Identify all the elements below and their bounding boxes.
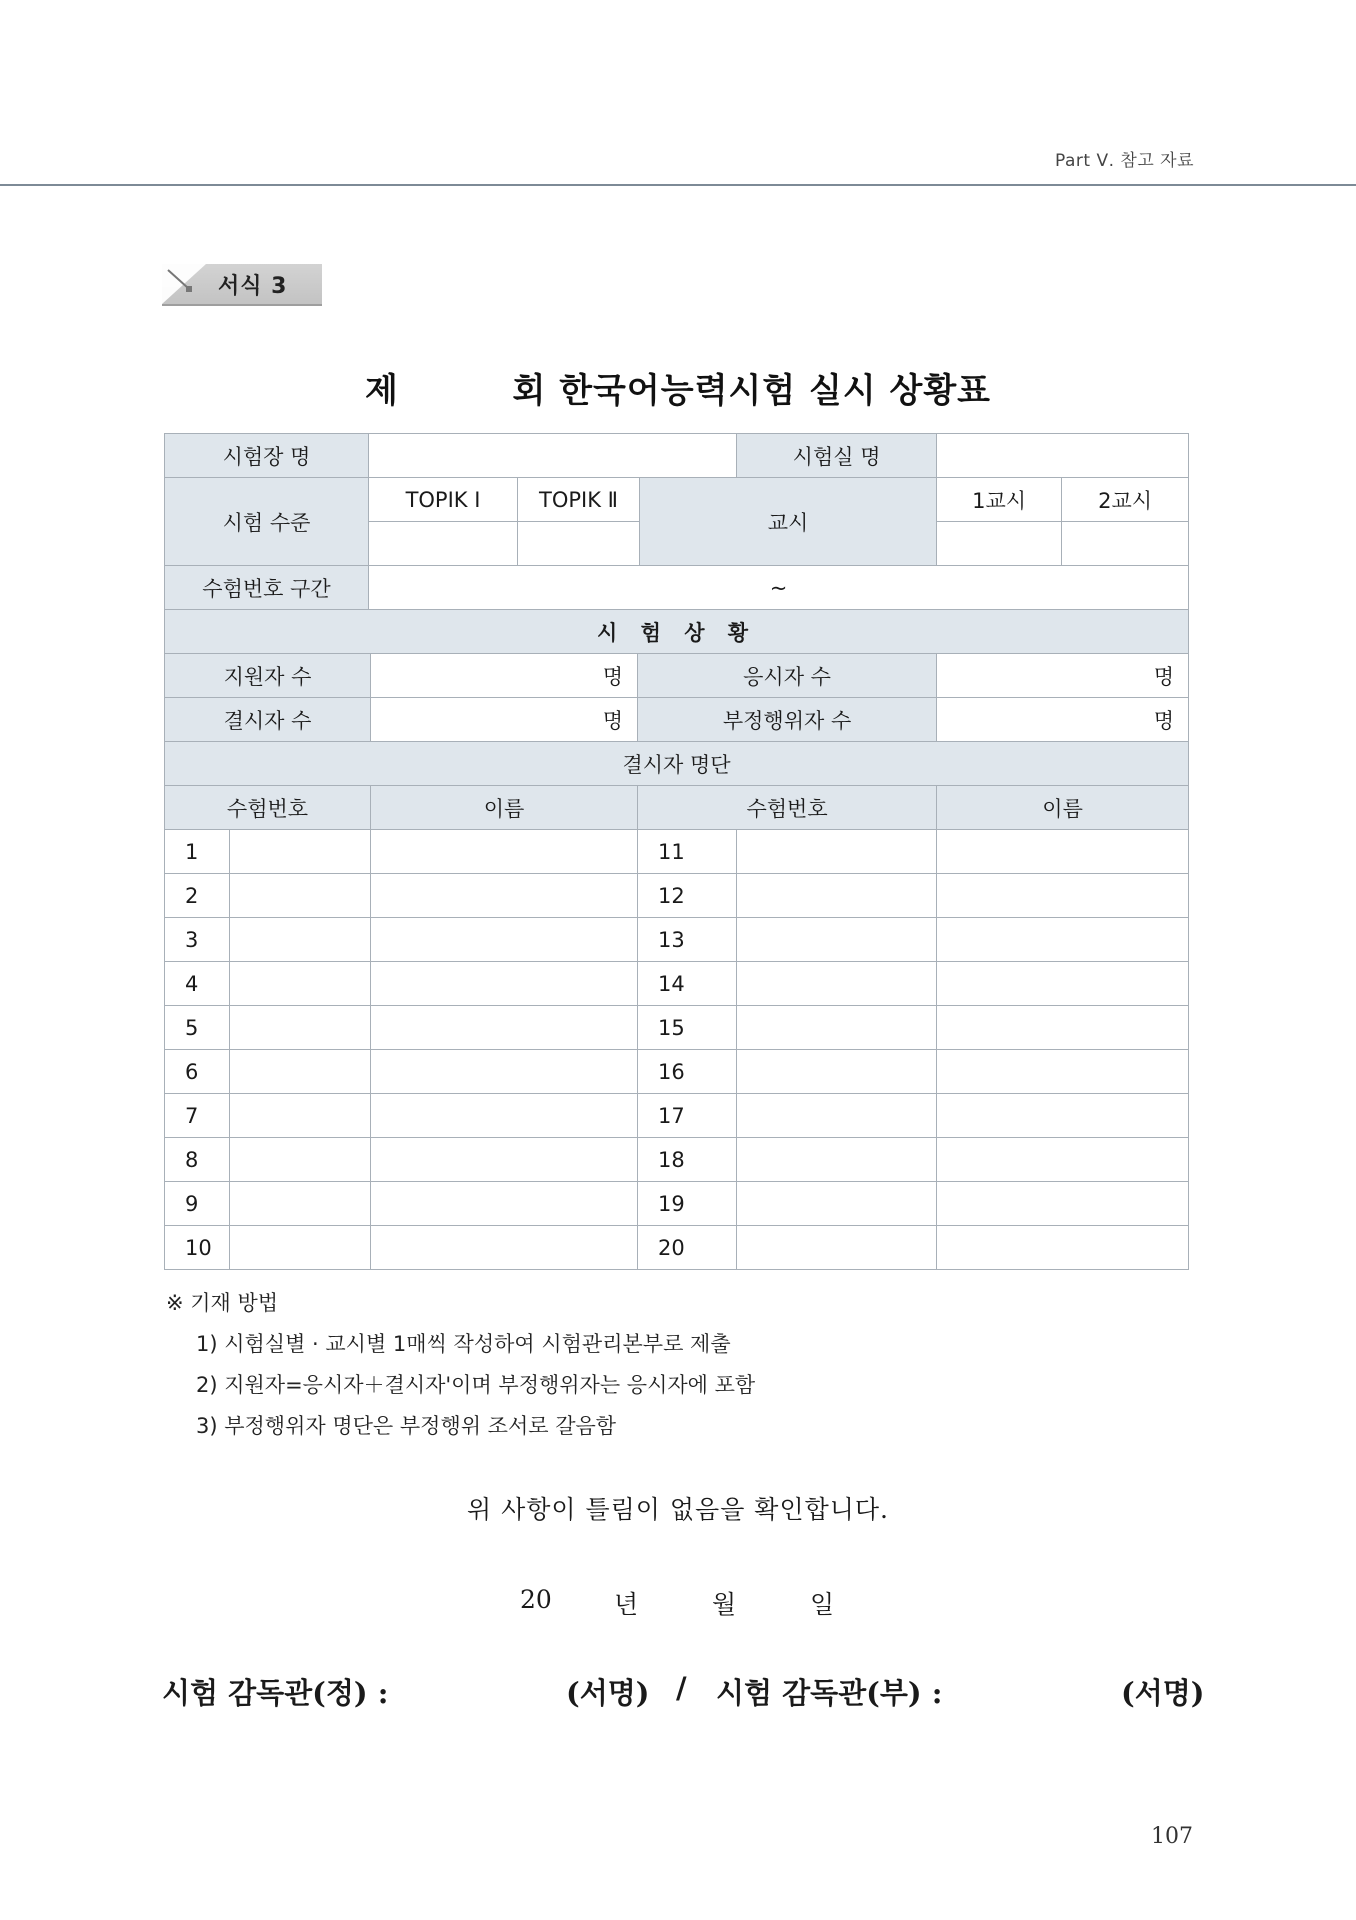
assistant-proctor-signature[interactable]: (서명) — [1121, 1676, 1205, 1710]
chief-proctor-signature[interactable]: (서명) — [566, 1676, 650, 1710]
absentee-name-field[interactable] — [937, 962, 1189, 1006]
absentee-index: 6 — [165, 1050, 230, 1094]
absentee-number-field[interactable] — [737, 1094, 937, 1138]
date-year: 년 — [614, 1590, 639, 1619]
applicants-label: 지원자 수 — [165, 654, 371, 698]
room-name-field[interactable] — [937, 434, 1189, 478]
table-row — [165, 874, 1189, 918]
absentee-number-field[interactable] — [230, 1226, 371, 1270]
table-row — [165, 830, 1189, 874]
absentee-name-field[interactable] — [371, 1050, 638, 1094]
absentee-number-field[interactable] — [737, 1138, 937, 1182]
status-section-header: 시 험 상 황 — [165, 610, 1189, 654]
date-month: 월 — [712, 1590, 737, 1619]
absentee-name-field[interactable] — [937, 1050, 1189, 1094]
absentee-number-field[interactable] — [230, 1006, 371, 1050]
note-item: 2) 지원자=응시자＋결시자'이며 부정행위자는 응시자에 포함 — [196, 1373, 756, 1397]
venue-name-field[interactable] — [369, 434, 737, 478]
period1-field[interactable] — [937, 522, 1062, 566]
examinees-unit: 명 — [1153, 664, 1175, 689]
exam-level-label: 시험 수준 — [165, 478, 369, 566]
absentee-index: 17 — [638, 1094, 737, 1138]
absentee-number-field[interactable] — [230, 962, 371, 1006]
absentee-index: 4 — [165, 962, 230, 1006]
absentee-number-field[interactable] — [737, 1182, 937, 1226]
form-tag — [162, 264, 322, 306]
absentee-name-field[interactable] — [937, 874, 1189, 918]
header-rule — [0, 184, 1356, 186]
table-row — [165, 962, 1189, 1006]
topik2-label: TOPIK Ⅱ — [518, 478, 640, 522]
absentee-number-field[interactable] — [230, 1094, 371, 1138]
page-number: 107 — [1151, 1824, 1193, 1849]
absentee-index: 3 — [165, 918, 230, 962]
venue-name-label: 시험장 명 — [165, 434, 369, 478]
absentee-name-field[interactable] — [371, 1006, 638, 1050]
absentee-index: 19 — [638, 1182, 737, 1226]
absentee-name-field[interactable] — [937, 918, 1189, 962]
table-row — [165, 1226, 1189, 1270]
range-field[interactable]: ~ — [369, 566, 1189, 610]
misconduct-label: 부정행위자 수 — [638, 698, 937, 742]
running-head: Part Ⅴ. 참고 자료 — [1055, 151, 1194, 171]
absentee-name-field[interactable] — [937, 1226, 1189, 1270]
absentee-number-field[interactable] — [230, 918, 371, 962]
table-row — [165, 1006, 1189, 1050]
exam-status-table — [164, 433, 1189, 1270]
absentee-name-field[interactable] — [937, 1006, 1189, 1050]
absentee-index: 18 — [638, 1138, 737, 1182]
table-row — [165, 1138, 1189, 1182]
table-row — [165, 1182, 1189, 1226]
absentee-name-field[interactable] — [371, 1138, 638, 1182]
absentee-index: 7 — [165, 1094, 230, 1138]
col-number-left: 수험번호 — [165, 786, 371, 830]
absentee-number-field[interactable] — [230, 874, 371, 918]
absentee-name-field[interactable] — [371, 874, 638, 918]
table-row — [165, 1094, 1189, 1138]
absentee-index: 12 — [638, 874, 737, 918]
misconduct-field[interactable] — [937, 698, 1189, 742]
note-item: 3) 부정행위자 명단은 부정행위 조서로 갈음함 — [196, 1414, 617, 1438]
date-year-prefix: 20 — [520, 1585, 552, 1614]
table-row — [165, 918, 1189, 962]
range-label: 수험번호 구간 — [165, 566, 369, 610]
absentee-index: 9 — [165, 1182, 230, 1226]
absentee-name-field[interactable] — [371, 1182, 638, 1226]
applicants-unit: 명 — [602, 664, 624, 689]
absentee-number-field[interactable] — [737, 1050, 937, 1094]
absentee-name-field[interactable] — [371, 1226, 638, 1270]
period-label: 교시 — [640, 478, 937, 566]
signature-line — [0, 1671, 1356, 1715]
absentee-index: 13 — [638, 918, 737, 962]
misconduct-unit: 명 — [1153, 708, 1175, 733]
notes-heading: ※ 기재 방법 — [166, 1291, 279, 1315]
chief-proctor-label: 시험 감독관(정) : — [162, 1676, 389, 1710]
form-tag-label: 서식 3 — [218, 274, 288, 299]
absentees-label: 결시자 수 — [165, 698, 371, 742]
applicants-field[interactable] — [371, 654, 638, 698]
period2-field[interactable] — [1062, 522, 1189, 566]
absentee-index: 10 — [165, 1226, 230, 1270]
col-name-left: 이름 — [371, 786, 638, 830]
absentee-number-field[interactable] — [230, 1138, 371, 1182]
title-main: 회 한국어능력시험 실시 상황표 — [512, 371, 992, 411]
table-row — [165, 1050, 1189, 1094]
absentee-number-field[interactable] — [737, 1006, 937, 1050]
title-prefix: 제 — [364, 371, 399, 411]
topik2-field[interactable] — [518, 522, 640, 566]
absentee-number-field[interactable] — [230, 1050, 371, 1094]
document-title — [0, 363, 1356, 412]
examinees-field[interactable] — [937, 654, 1189, 698]
col-number-right: 수험번호 — [638, 786, 937, 830]
note-item: 1) 시험실별 · 교시별 1매씩 작성하여 시험관리본부로 제출 — [196, 1332, 731, 1356]
absentee-list-header: 결시자 명단 — [165, 742, 1189, 786]
confirmation-text: 위 사항이 틀림이 없음을 확인합니다. — [467, 1495, 889, 1524]
examinees-label: 응시자 수 — [638, 654, 937, 698]
absentee-name-field[interactable] — [937, 1094, 1189, 1138]
absentee-index: 11 — [638, 830, 737, 874]
absentee-name-field[interactable] — [371, 918, 638, 962]
absentee-name-field[interactable] — [371, 962, 638, 1006]
absentee-number-field[interactable] — [737, 962, 937, 1006]
absentee-number-field[interactable] — [737, 830, 937, 874]
absentees-unit: 명 — [602, 708, 624, 733]
topik1-field[interactable] — [369, 522, 518, 566]
absentee-name-field[interactable] — [937, 830, 1189, 874]
period1-label: 1교시 — [937, 478, 1062, 522]
period2-label: 2교시 — [1062, 478, 1189, 522]
col-name-right: 이름 — [937, 786, 1189, 830]
absentee-name-field[interactable] — [937, 1138, 1189, 1182]
absentee-number-field[interactable] — [230, 1182, 371, 1226]
absentee-number-field[interactable] — [737, 874, 937, 918]
date-day: 일 — [810, 1590, 835, 1619]
absentee-name-field[interactable] — [371, 830, 638, 874]
absentee-rows — [165, 830, 1189, 1270]
absentee-index: 2 — [165, 874, 230, 918]
absentee-index: 20 — [638, 1226, 737, 1270]
absentee-number-field[interactable] — [737, 918, 937, 962]
topik1-label: TOPIK Ⅰ — [369, 478, 518, 522]
absentee-number-field[interactable] — [230, 830, 371, 874]
absentee-name-field[interactable] — [371, 1094, 638, 1138]
date-line — [0, 1585, 1356, 1619]
assistant-proctor-label: 시험 감독관(부) : — [716, 1676, 943, 1710]
form-tag-corner-icon — [162, 264, 206, 304]
absentee-index: 1 — [165, 830, 230, 874]
absentee-index: 5 — [165, 1006, 230, 1050]
notes — [166, 1283, 755, 1447]
absentee-name-field[interactable] — [937, 1182, 1189, 1226]
absentee-index: 15 — [638, 1006, 737, 1050]
room-name-label: 시험실 명 — [737, 434, 937, 478]
signature-divider: / — [676, 1671, 687, 1705]
absentee-index: 16 — [638, 1050, 737, 1094]
absentee-number-field[interactable] — [737, 1226, 937, 1270]
absentee-index: 14 — [638, 962, 737, 1006]
absentees-field[interactable] — [371, 698, 638, 742]
absentee-index: 8 — [165, 1138, 230, 1182]
